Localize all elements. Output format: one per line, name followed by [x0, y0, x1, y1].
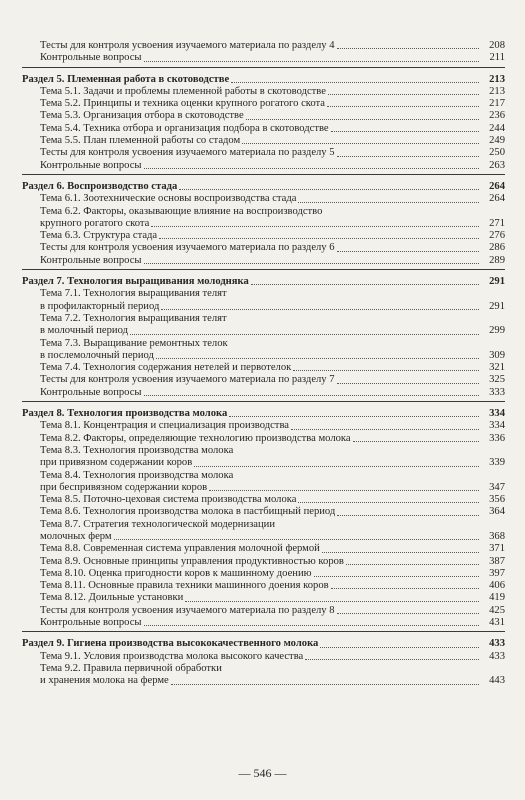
toc-entry-title: Тема 5.4. Техника отбора и организация подбора в скотоводстве — [22, 123, 331, 135]
toc-entry — [22, 362, 505, 374]
toc-entry-title: Тема 6.1. Зоотехнические основы воспроизводства стада — [22, 193, 298, 205]
toc-entry-title: Тема 9.2. Правила первичной обработки — [22, 663, 224, 675]
dot-leader — [331, 131, 479, 132]
toc-page-number: 431 — [479, 617, 505, 629]
toc-page-number: 339 — [479, 457, 505, 469]
toc-page-number: 334 — [479, 408, 505, 420]
toc-page-number: 264 — [479, 193, 505, 205]
dot-leader — [331, 588, 479, 589]
toc-page-number: 364 — [479, 506, 505, 518]
toc-entry — [22, 350, 505, 362]
toc-entry-title: молочных ферм — [22, 531, 114, 543]
toc-page-number: 217 — [479, 98, 505, 110]
toc-entry-title: Тесты для контроля усвоения изучаемого материала по разделу 5 — [22, 147, 337, 159]
dot-leader — [246, 119, 479, 120]
dot-leader — [185, 601, 479, 602]
toc-page-number: 425 — [479, 605, 505, 617]
toc-entry-title: Тема 7.2. Технология выращивания телят — [22, 313, 229, 325]
toc-entry-title: Тема 9.1. Условия производства молока высокого качества — [22, 651, 305, 663]
toc-entry-title: Раздел 9. Гигиена производства высококачественного молока — [22, 638, 319, 650]
dot-leader — [337, 613, 479, 614]
toc-entry — [22, 580, 505, 592]
toc-page-number: 289 — [479, 255, 505, 267]
dot-leader — [159, 238, 479, 239]
toc-page-number: 334 — [479, 420, 505, 432]
toc-entry-title: Тема 7.1. Технология выращивания телят — [22, 288, 229, 300]
toc-page-number: 250 — [479, 147, 505, 159]
toc-page-number: 433 — [479, 638, 505, 650]
dot-leader — [327, 106, 479, 107]
toc-entry-title: Тема 5.1. Задачи и проблемы племенной работы в скотоводстве — [22, 86, 328, 98]
toc-page-number: 264 — [479, 181, 505, 193]
toc-entry — [22, 313, 505, 325]
toc-page-number: 336 — [479, 433, 505, 445]
dot-leader — [144, 395, 479, 396]
toc-section-entry — [22, 74, 505, 86]
section-divider — [22, 269, 505, 270]
dot-leader — [291, 429, 479, 430]
toc-page-number: 211 — [479, 52, 505, 64]
toc-page-number: 213 — [479, 74, 505, 86]
toc-entry-title: Тема 5.5. План племенной работы со стадом — [22, 135, 242, 147]
toc-entry — [22, 123, 505, 135]
table-of-contents — [22, 40, 505, 688]
dot-leader — [320, 647, 479, 648]
toc-entry-title: и хранения молока на ферме — [22, 675, 171, 687]
toc-entry — [22, 568, 505, 580]
toc-entry — [22, 663, 505, 675]
toc-entry — [22, 255, 505, 267]
toc-entry-title: Контрольные вопросы — [22, 52, 144, 64]
toc-page-number: 276 — [479, 230, 505, 242]
toc-entry — [22, 147, 505, 159]
toc-entry-title: в молочный период — [22, 325, 130, 337]
toc-entry — [22, 325, 505, 337]
dot-leader — [161, 309, 479, 310]
toc-entry-title: Раздел 7. Технология выращивания молодняка — [22, 276, 249, 288]
toc-entry-title: Тема 8.12. Доильные установки — [22, 592, 185, 604]
toc-section-entry — [22, 181, 505, 193]
toc-entry — [22, 135, 505, 147]
dot-leader — [229, 416, 479, 417]
toc-entry-title: Тема 7.3. Выращивание ремонтных телок — [22, 338, 230, 350]
toc-entry-title: Тема 8.1. Концентрация и специализация производства — [22, 420, 291, 432]
toc-page-number: 291 — [479, 301, 505, 313]
dot-leader — [114, 539, 479, 540]
toc-entry-title: Контрольные вопросы — [22, 255, 144, 267]
toc-entry — [22, 242, 505, 254]
dot-leader — [337, 156, 479, 157]
toc-entry — [22, 617, 505, 629]
toc-entry-title: Тесты для контроля усвоения изучаемого материала по разделу 8 — [22, 605, 337, 617]
toc-entry-title: в послемолочный период — [22, 350, 156, 362]
dot-leader — [337, 251, 479, 252]
toc-entry — [22, 506, 505, 518]
toc-entry — [22, 374, 505, 386]
toc-entry — [22, 445, 505, 457]
toc-page-number: 333 — [479, 387, 505, 399]
toc-section-entry — [22, 408, 505, 420]
toc-page-number: 325 — [479, 374, 505, 386]
toc-entry-title: Тема 8.9. Основные принципы управления продуктивностью коров — [22, 556, 346, 568]
dot-leader — [314, 576, 479, 577]
toc-page-number: 368 — [479, 531, 505, 543]
toc-entry — [22, 98, 505, 110]
toc-page-number: 236 — [479, 110, 505, 122]
dot-leader — [346, 564, 479, 565]
page-number: — 546 — — [238, 766, 287, 780]
dot-leader — [194, 466, 479, 467]
toc-entry — [22, 193, 505, 205]
toc-entry-title: Раздел 6. Воспроизводство стада — [22, 180, 178, 192]
toc-page-number: 419 — [479, 592, 505, 604]
dot-leader — [231, 82, 479, 83]
toc-page-number: 387 — [479, 556, 505, 568]
toc-entry — [22, 110, 505, 122]
toc-entry-title: Тема 8.8. Современная система управления молочной фермой — [22, 543, 322, 555]
toc-page-number: 213 — [479, 86, 505, 98]
toc-entry — [22, 651, 505, 663]
toc-entry — [22, 301, 505, 313]
toc-entry-title: Тема 8.3. Технология производства молока — [22, 445, 235, 457]
dot-leader — [298, 202, 479, 203]
toc-entry — [22, 338, 505, 350]
section-divider — [22, 631, 505, 632]
dot-leader — [293, 370, 479, 371]
toc-page-number: 347 — [479, 482, 505, 494]
toc-page-number: 271 — [479, 218, 505, 230]
dot-leader — [144, 168, 479, 169]
toc-page-number: 299 — [479, 325, 505, 337]
toc-entry — [22, 420, 505, 432]
dot-leader — [130, 334, 479, 335]
toc-entry-title: Тема 6.3. Структура стада — [22, 230, 159, 242]
toc-entry — [22, 675, 505, 687]
toc-entry — [22, 52, 505, 64]
toc-entry-title: Контрольные вопросы — [22, 160, 144, 172]
toc-entry-title: Раздел 8. Технология производства молока — [22, 408, 228, 420]
toc-entry-title: Контрольные вопросы — [22, 617, 144, 629]
toc-entry — [22, 543, 505, 555]
dot-leader — [156, 358, 479, 359]
section-divider — [22, 401, 505, 402]
toc-page-number: 244 — [479, 123, 505, 135]
toc-entry-title: Тема 8.6. Технология производства молока в пастбищный период — [22, 506, 337, 518]
toc-page-number: 371 — [479, 543, 505, 555]
toc-entry — [22, 605, 505, 617]
dot-leader — [305, 659, 479, 660]
dot-leader — [171, 684, 479, 685]
toc-page-number: 291 — [479, 276, 505, 288]
toc-entry-title: Тема 5.2. Принципы и техника оценки крупного рогатого скота — [22, 98, 327, 110]
toc-page-number: 263 — [479, 160, 505, 172]
toc-entry — [22, 556, 505, 568]
toc-page-number: 321 — [479, 362, 505, 374]
dot-leader — [337, 515, 479, 516]
toc-entry — [22, 206, 505, 218]
section-divider — [22, 67, 505, 68]
toc-entry — [22, 40, 505, 52]
toc-page-number: 433 — [479, 651, 505, 663]
toc-page-number: 309 — [479, 350, 505, 362]
toc-entry-title: Тема 7.4. Технология содержания нетелей и первотелок — [22, 362, 293, 374]
toc-entry — [22, 160, 505, 172]
dot-leader — [298, 502, 479, 503]
toc-entry — [22, 433, 505, 445]
toc-entry-title: Тема 8.4. Технология производства молока — [22, 470, 235, 482]
dot-leader — [322, 552, 479, 553]
toc-entry-title: крупного рогатого скота — [22, 218, 151, 230]
toc-page-number: 249 — [479, 135, 505, 147]
toc-entry-title: Тема 8.7. Стратегия технологической модернизации — [22, 519, 277, 531]
toc-entry — [22, 482, 505, 494]
toc-entry-title: Тема 8.10. Оценка пригодности коров к машинному доению — [22, 568, 314, 580]
dot-leader — [328, 94, 479, 95]
toc-entry-title: Тема 8.11. Основные правила техники машинного доения коров — [22, 580, 331, 592]
toc-entry-title: Тема 5.3. Организация отбора в скотоводстве — [22, 110, 246, 122]
dot-leader — [337, 48, 479, 49]
toc-page-number: 286 — [479, 242, 505, 254]
toc-entry — [22, 470, 505, 482]
toc-entry-title: Контрольные вопросы — [22, 387, 144, 399]
dot-leader — [242, 143, 479, 144]
toc-entry-title: при беспривязном содержании коров — [22, 482, 209, 494]
dot-leader — [144, 263, 479, 264]
toc-entry — [22, 531, 505, 543]
toc-section-entry — [22, 638, 505, 650]
toc-entry — [22, 519, 505, 531]
toc-section-entry — [22, 276, 505, 288]
toc-entry — [22, 288, 505, 300]
dot-leader — [144, 61, 479, 62]
dot-leader — [144, 625, 479, 626]
dot-leader — [251, 284, 479, 285]
toc-entry-title: Тесты для контроля усвоения изучаемого материала по разделу 4 — [22, 40, 337, 52]
toc-page-number: 208 — [479, 40, 505, 52]
toc-entry — [22, 457, 505, 469]
toc-entry — [22, 86, 505, 98]
dot-leader — [209, 490, 479, 491]
toc-entry-title: Тема 8.2. Факторы, определяющие технологию производства молока — [22, 433, 353, 445]
toc-page-number: 406 — [479, 580, 505, 592]
toc-entry-title: в профилакторный период — [22, 301, 161, 313]
toc-entry-title: при привязном содержании коров — [22, 457, 194, 469]
toc-entry-title: Тесты для контроля усвоения изучаемого материала по разделу 7 — [22, 374, 337, 386]
toc-entry — [22, 230, 505, 242]
toc-entry — [22, 387, 505, 399]
toc-entry — [22, 592, 505, 604]
toc-entry — [22, 218, 505, 230]
toc-page-number: 443 — [479, 675, 505, 687]
toc-entry-title: Раздел 5. Племенная работа в скотоводстве — [22, 73, 230, 85]
dot-leader — [179, 189, 479, 190]
toc-page-number: 397 — [479, 568, 505, 580]
toc-entry-title: Тема 6.2. Факторы, оказывающие влияние на воспроизводство — [22, 206, 324, 218]
dot-leader — [151, 226, 479, 227]
dot-leader — [337, 383, 479, 384]
toc-page-number: 356 — [479, 494, 505, 506]
toc-entry — [22, 494, 505, 506]
toc-entry-title: Тема 8.5. Поточно-цеховая система производства молока — [22, 494, 298, 506]
section-divider — [22, 174, 505, 175]
dot-leader — [353, 441, 479, 442]
toc-entry-title: Тесты для контроля усвоения изучаемого материала по разделу 6 — [22, 242, 337, 254]
